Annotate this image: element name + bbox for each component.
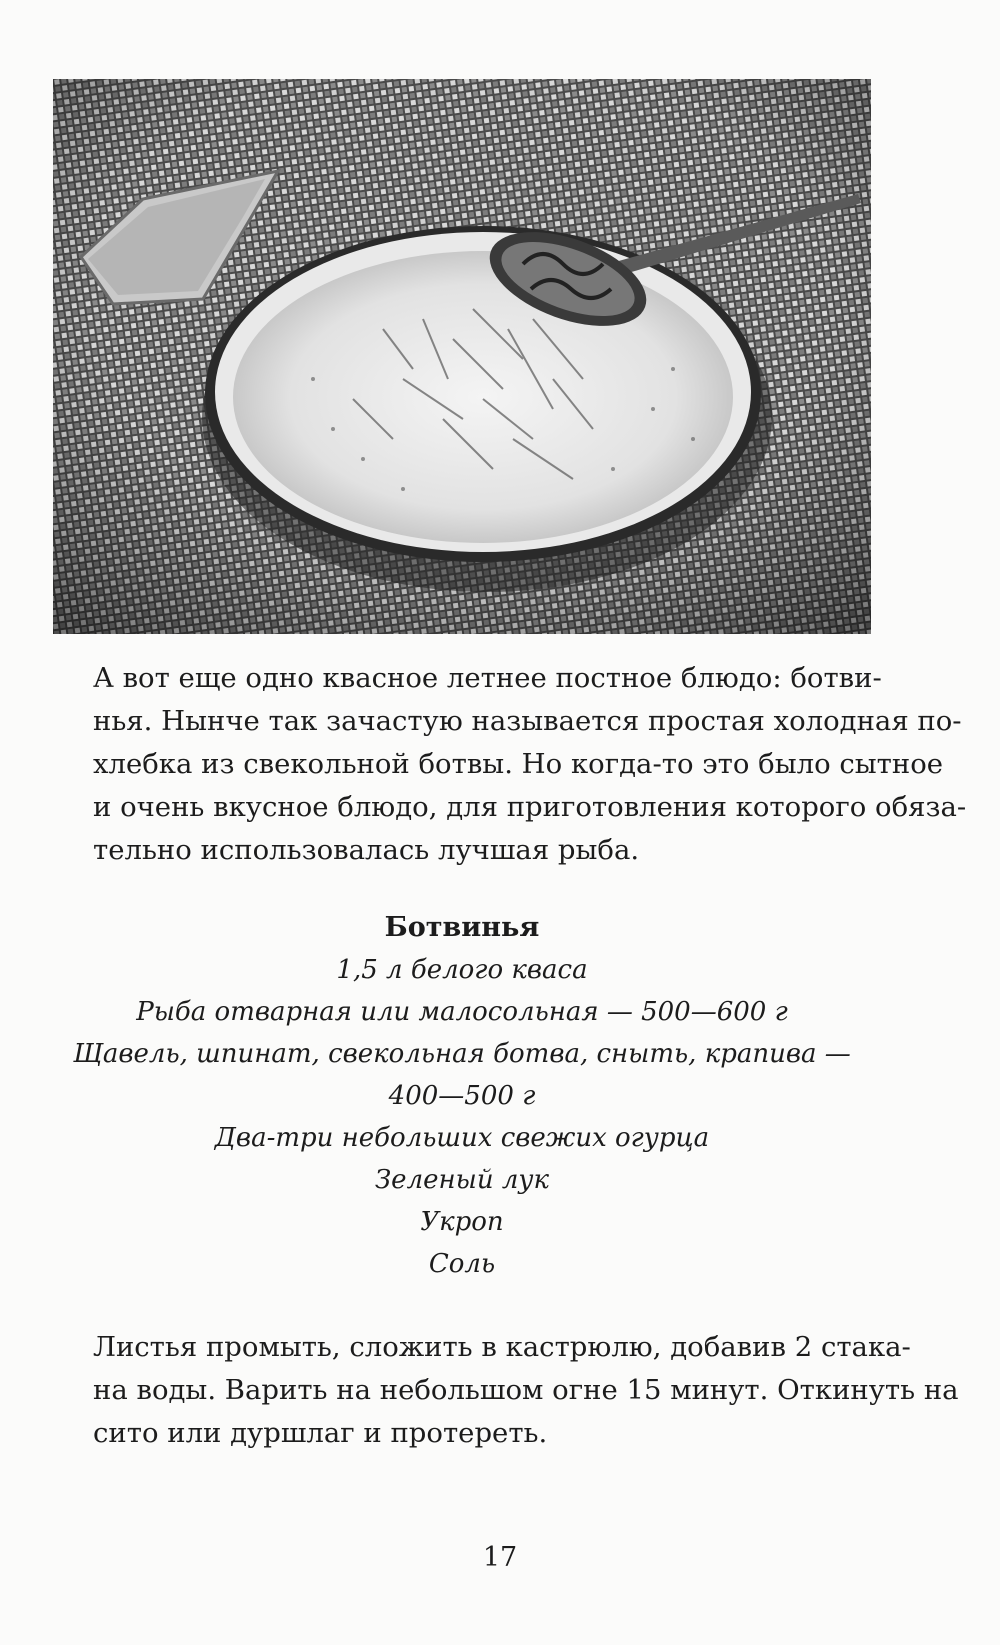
method-paragraph xyxy=(93,1326,959,1455)
recipe-title: Ботвинья xyxy=(384,912,540,943)
ingredient-line: 1,5 л белого кваса xyxy=(336,955,588,985)
intro-line: и очень вкусное блюдо, для приготовления которого обяза- xyxy=(93,791,967,823)
intro-line: нья. Нынче так зачастую называется простая холодная по- xyxy=(93,705,962,737)
intro-paragraph xyxy=(93,657,967,872)
ingredient-line: Два-три небольших свежих огурца xyxy=(214,1123,710,1153)
method-line: Листья промыть, сложить в кастрюлю, добавив 2 стака- xyxy=(93,1331,911,1363)
ingredient-line: Укроп xyxy=(420,1207,504,1237)
ingredient-line: Рыба отварная или малосольная — 500—600 г xyxy=(136,997,788,1027)
intro-line: хлебка из свекольной ботвы. Но когда-то это было сытное xyxy=(93,748,944,780)
page-number: 17 xyxy=(482,1542,518,1573)
method-line: сито или дуршлаг и протереть. xyxy=(93,1417,548,1449)
recipe-block xyxy=(53,906,871,1285)
ingredient-line: 400—500 г xyxy=(388,1081,536,1111)
intro-line: А вот еще одно квасное летнее постное блюдо: ботви- xyxy=(93,662,882,694)
method-line: на воды. Варить на небольшом огне 15 минут. Откинуть на xyxy=(93,1374,959,1406)
intro-line: тельно использовалась лучшая рыба. xyxy=(93,834,640,866)
ingredient-line: Щавель, шпинат, свекольная ботва, сныть, крапива — xyxy=(73,1039,851,1069)
soup-bowl-photo xyxy=(53,79,871,634)
ingredient-line: Соль xyxy=(428,1249,496,1279)
photo-drawing xyxy=(53,79,871,634)
ingredient-line: Зеленый лук xyxy=(374,1165,549,1195)
